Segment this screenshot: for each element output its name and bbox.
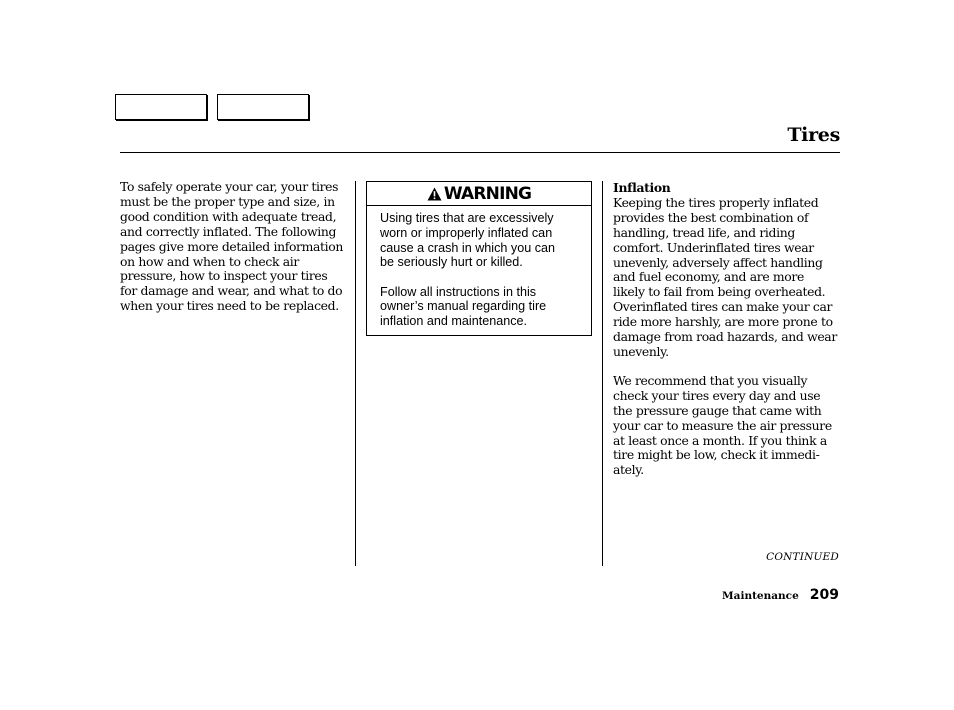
text-line: must be the proper type and size, in	[120, 193, 335, 209]
text-line: be seriously hurt or killed.	[380, 255, 523, 270]
text-line: To safely operate your car, your tires	[120, 179, 339, 194]
page-footer	[722, 587, 839, 603]
text-line: damage from road hazards, and wear	[613, 329, 837, 345]
title-rule	[120, 152, 840, 153]
text-line: your car to measure the air pressure	[613, 417, 832, 433]
text-line: for damage and wear, and what to do	[120, 283, 343, 299]
text-line: provides the best combination of	[613, 209, 809, 225]
warning-box	[366, 181, 592, 336]
text-line: cause a crash in which you can	[380, 240, 556, 255]
text-line: handling, tread life, and riding	[613, 224, 795, 240]
text-line: Overinflated tires can make your car	[613, 299, 833, 315]
text-line: on how and when to check air	[120, 253, 299, 269]
text-line: tire might be low, check it immedi-	[613, 447, 820, 463]
warning-header	[367, 182, 591, 206]
warning-label: WARNING	[443, 183, 532, 204]
text-line: when your tires need to be replaced.	[120, 298, 339, 314]
warning-body	[367, 206, 591, 329]
text-line: unevenly, adversely affect handling	[613, 254, 823, 270]
text-line: likely to fail from being overheated.	[613, 284, 826, 300]
page-title: Tires	[787, 124, 840, 146]
text-line: and fuel economy, and are more	[613, 269, 804, 285]
warning-paragraph	[380, 211, 585, 270]
text-line: comfort. Underinflated tires wear	[613, 239, 814, 255]
section-label: Maintenance	[722, 590, 799, 602]
text-line: Using tires that are excessively	[380, 211, 554, 225]
text-line: pressure, how to inspect your tires	[120, 268, 328, 284]
text-line: ride more harshly, are more prone to	[613, 314, 833, 330]
section-heading: Inflation	[613, 180, 671, 195]
text-line: We recommend that you visually	[613, 372, 808, 388]
column-divider-left	[355, 181, 356, 566]
text-line: Follow all instructions in this	[380, 284, 537, 299]
text-line: at least once a month. If you think a	[613, 432, 827, 448]
text-line: pages give more detailed information	[120, 238, 344, 254]
inflation-section	[613, 181, 845, 492]
text-line: owner’s manual regarding tire	[380, 299, 547, 314]
text-line: and correctly inflated. The following	[120, 223, 337, 239]
text-line: Keeping the tires properly inflated	[613, 194, 819, 210]
text-line: good condition with adequate tread,	[120, 208, 337, 224]
intro-paragraph	[120, 180, 352, 314]
text-line: ately.	[613, 462, 644, 478]
page-number: 209	[809, 587, 839, 603]
continued-label: CONTINUED	[766, 551, 839, 563]
inflation-paragraph-1	[613, 181, 845, 360]
text-line: the pressure gauge that came with	[613, 402, 822, 418]
nav-tab-index[interactable]	[217, 94, 309, 120]
text-line: check your tires every day and use	[613, 387, 821, 403]
text-line: inflation and maintenance.	[380, 314, 528, 329]
inflation-paragraph-2	[613, 374, 845, 478]
column-divider-right	[602, 181, 603, 566]
text-line: unevenly.	[613, 343, 669, 359]
warning-triangle-icon	[427, 187, 442, 201]
nav-tab-main-menu[interactable]	[115, 94, 207, 120]
text-line: worn or improperly inflated can	[380, 225, 553, 240]
warning-paragraph	[380, 285, 585, 329]
